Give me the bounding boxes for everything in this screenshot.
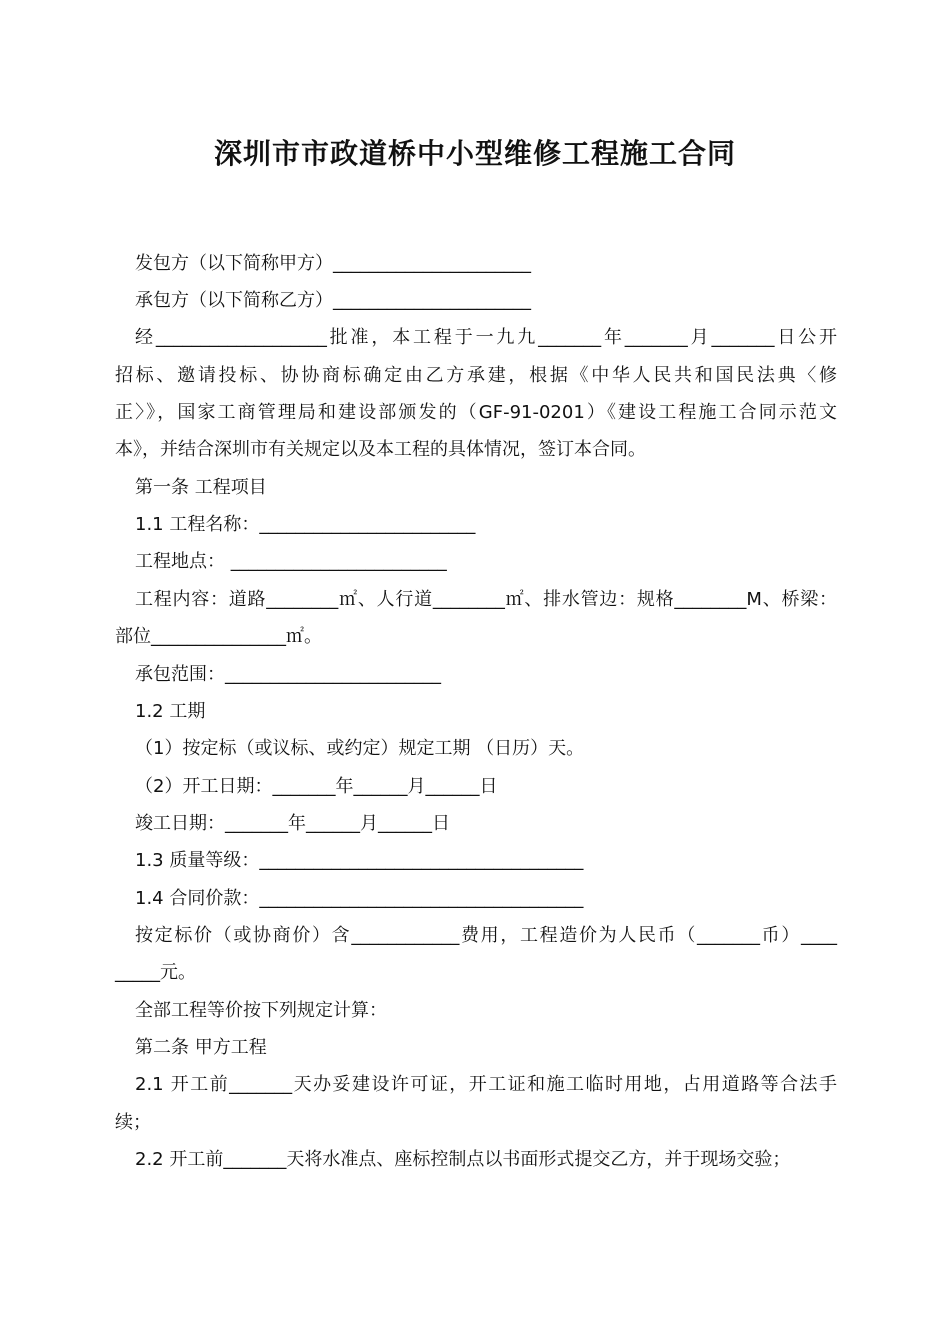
contract-scope-line: 承包范围：________________________ — [135, 664, 441, 685]
quality-grade-line: 1.3 质量等级：____________________________________ — [135, 850, 584, 871]
schedule-item-1: （1）按定标（或议标、或约定）规定工期 （日历）天。 — [135, 738, 585, 759]
clause-2-1-line-2: 续； — [115, 1112, 151, 1133]
document-title: 深圳市市政道桥中小型维修工程施工合同 — [213, 137, 736, 170]
project-name-line: 1.1 工程名称：________________________ — [135, 514, 476, 535]
completion-date-line: 竣工日期：_______年______月______日 — [135, 813, 450, 834]
price-calculation-line: 全部工程等价按下列规定计算： — [135, 1000, 387, 1021]
start-date-line: （2）开工日期：_______年______月______日 — [135, 776, 498, 797]
preamble-line-4: 本》，并结合深圳市有关规定以及本工程的具体情况，签订本合同。 — [115, 439, 646, 460]
article-1-heading: 第一条 工程项目 — [135, 477, 267, 498]
price-detail-line-1: 按定标价（或协商价）含____________费用，工程造价为人民币（_______币）____ — [135, 925, 837, 946]
price-detail-line-2: _____元。 — [115, 962, 196, 983]
project-content-line-2: 部位_______________㎡。 — [115, 626, 322, 647]
preamble-line-2: 招标、邀请投标、协协商标确定由乙方承建，根据《中华人民共和国民法典〈修 — [115, 365, 837, 386]
clause-2-1-line-1: 2.1 开工前_______天办妥建设许可证，开工证和施工临时用地，占用道路等合法手 — [135, 1074, 837, 1095]
party-a-line: 发包方（以下简称甲方）______________________ — [135, 253, 531, 274]
preamble-line-3: 正〉》，国家工商管理局和建设部颁发的（GF-91-0201）《建设工程施工合同示范文 — [115, 402, 837, 423]
schedule-heading: 1.2 工期 — [135, 701, 206, 722]
contract-price-line: 1.4 合同价款：____________________________________ — [135, 888, 584, 909]
article-2-heading: 第二条 甲方工程 — [135, 1037, 267, 1058]
party-b-line: 承包方（以下简称乙方）______________________ — [135, 290, 531, 311]
project-content-line-1: 工程内容：道路________㎡、人行道________㎡、排水管边：规格________M、桥梁： — [135, 589, 837, 610]
clause-2-2-line: 2.2 开工前_______天将水准点、座标控制点以书面形式提交乙方，并于现场交验； — [135, 1149, 791, 1170]
preamble-line-1: 经___________________批准，本工程于一九九_______年_______月_______日公开 — [135, 327, 837, 348]
project-location-line: 工程地点： ________________________ — [135, 551, 447, 572]
